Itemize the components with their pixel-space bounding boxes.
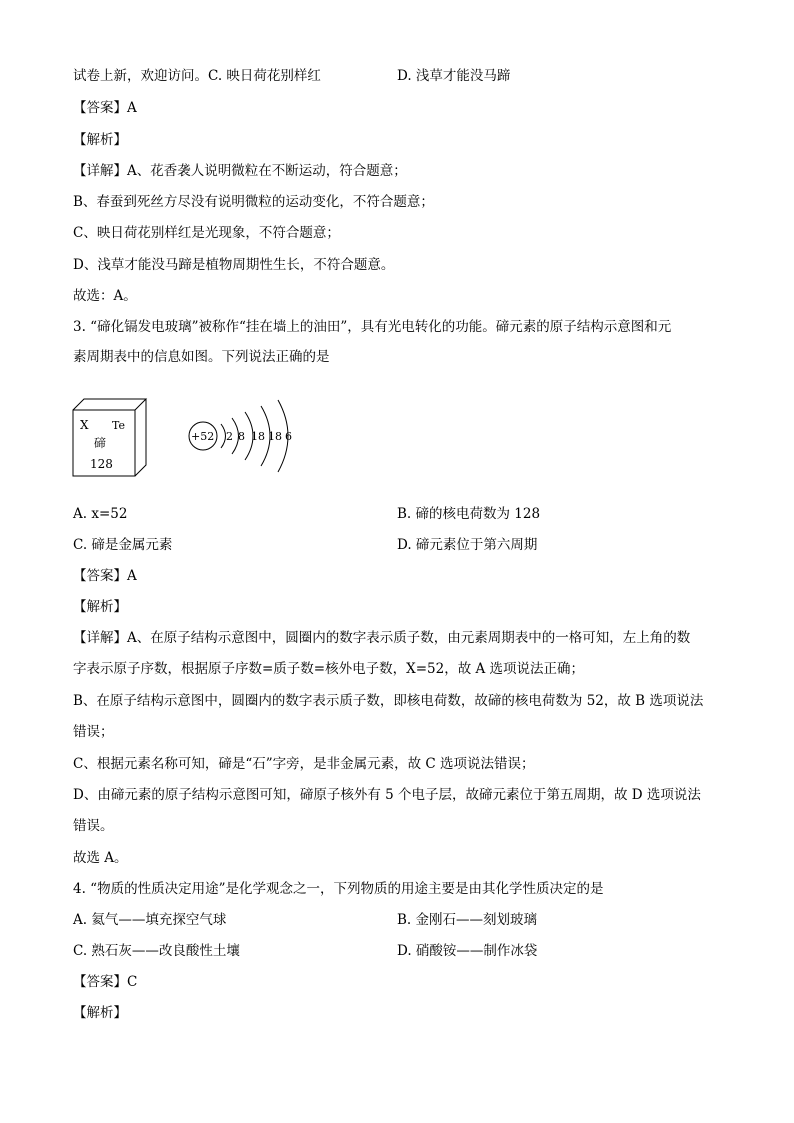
text-line: 故选 A。 [73, 850, 128, 866]
tellurium-figure-svg [70, 392, 310, 482]
text-line: 错误。 [73, 818, 114, 834]
question-3-text: 素周期表中的信息如图。下列说法正确的是 [73, 349, 330, 365]
text-line: 【详解】A、花香袭人说明微粒在不断运动，符合题意； [73, 163, 407, 179]
nucleus-charge: +52 [191, 430, 215, 443]
text-line: D、由碲元素的原子结构示意图可知，碲原子核外有 5 个电子层，故碲元素位于第五周期，故 D 选项说法 [73, 787, 701, 803]
analysis-label: 【解析】 [73, 599, 127, 615]
option-a: A. 氦气——填充探空气球 [73, 912, 227, 928]
shell-electron-count: 18 [251, 430, 265, 443]
analysis-label: 【解析】 [73, 1005, 127, 1021]
option-b: B. 金刚石——刻划玻璃 [397, 912, 538, 928]
electron-shell-arc [221, 424, 226, 448]
shell-electron-count: 18 [268, 430, 282, 443]
option-a: A. x=52 [73, 506, 128, 522]
option-c: C. 碲是金属元素 [73, 537, 173, 553]
question-4-text: 4. “物质的性质决定用途”是化学观念之一，下列物质的用途主要是由其化学性质决定的是 [73, 881, 604, 897]
question-3-text: 3. “碲化镉发电玻璃”被称作“挂在墙上的油田”，具有光电转化的功能。碲元素的原子结构示意图和元 [73, 319, 672, 335]
analysis-label: 【解析】 [73, 132, 127, 148]
text-line: C、映日荷花别样红是光现象，不符合题意； [73, 225, 340, 241]
answer-label: 【答案】C [73, 974, 138, 990]
text-line: 故选：A。 [73, 288, 137, 304]
option-b: B. 碲的核电荷数为 128 [397, 506, 541, 522]
text-line: 字表示原子序数，根据原子序数=质子数=核外电子数，X=52，故 A 选项说法正确； [73, 661, 585, 677]
text-line: 【详解】A、在原子结构示意图中，圆圈内的数字表示质子数，由元素周期表中的一格可知，左上角的数 [73, 630, 691, 646]
text-line: 试卷上新，欢迎访问。C. 映日荷花别样红 [73, 68, 321, 84]
atomic-mass: 128 [90, 457, 113, 471]
element-symbol: Te [112, 419, 125, 432]
option-d: D. 碲元素位于第六周期 [397, 537, 538, 553]
text-line: B、春蚕到死丝方尽没有说明微粒的运动变化，不符合题意； [73, 194, 434, 210]
option-d: D. 浅草才能没马蹄 [397, 68, 511, 84]
answer-label: 【答案】A [73, 100, 137, 116]
tellurium-figure [70, 392, 310, 482]
shell-electron-count: 6 [285, 430, 292, 443]
shell-electron-count: 2 [226, 430, 233, 443]
shell-electron-count: 8 [238, 430, 245, 443]
text-line: 错误； [73, 724, 114, 740]
element-name: 碲 [94, 436, 107, 450]
text-line: B、在原子结构示意图中，圆圈内的数字表示质子数，即核电荷数，故碲的核电荷数为 52，故 B 选项说法 [73, 693, 704, 709]
option-c: C. 熟石灰——改良酸性土壤 [73, 943, 240, 959]
text-line: C、根据元素名称可知，碲是“石”字旁，是非金属元素，故 C 选项说法错误； [73, 756, 535, 772]
atomic-number-label: X [80, 418, 89, 432]
text-line: D、浅草才能没马蹄是植物周期性生长，不符合题意。 [73, 257, 395, 273]
option-d: D. 硝酸铵——制作冰袋 [397, 943, 538, 959]
answer-label: 【答案】A [73, 568, 137, 584]
